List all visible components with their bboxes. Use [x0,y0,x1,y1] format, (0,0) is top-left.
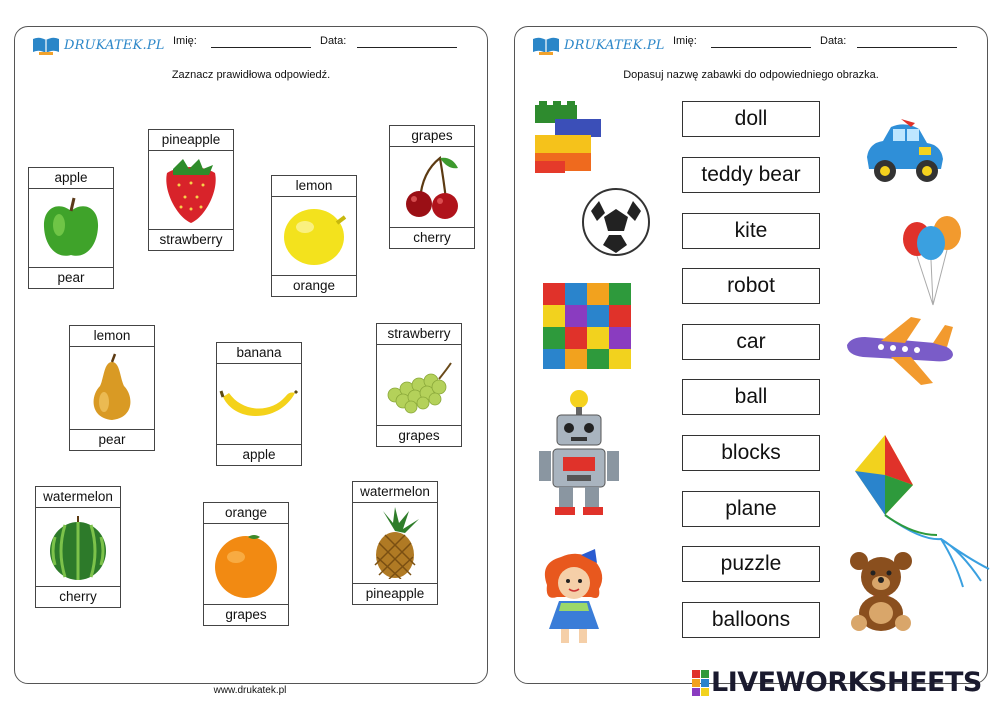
puzzle-icon[interactable] [541,279,635,371]
answer-option-top[interactable]: apple [29,168,113,189]
word-box-puzzle[interactable]: puzzle [682,546,820,582]
book-icon [531,35,561,55]
answer-option-top[interactable]: lemon [272,176,356,197]
answer-option-bottom[interactable]: strawberry [149,229,233,250]
answer-option-bottom[interactable]: pear [70,429,154,450]
fruit-card [69,325,155,451]
fruit-card [28,167,114,289]
green-apple-icon [39,195,103,261]
watermelon-icon [47,513,109,581]
answer-option-bottom[interactable]: orange [272,275,356,296]
instruction-text: Zaznacz prawidłowa odpowiedź. [171,69,331,81]
robot-icon[interactable] [535,387,623,517]
drukatek-logo [531,35,665,55]
answer-option-top[interactable]: grapes [390,126,474,147]
pear-icon [82,352,142,424]
word-box-car[interactable]: car [682,324,820,360]
blocks-icon[interactable] [533,101,605,177]
watermark-text: LIVEWORKSHEETS [711,667,982,698]
date-label: Data: [320,35,347,47]
toys-worksheet [514,26,988,684]
fruit-card [352,481,438,605]
word-box-blocks[interactable]: blocks [682,435,820,471]
brand-name: DRUKATEK.PL [564,37,665,53]
name-label: Imię: [173,35,197,47]
name-label: Imię: [673,35,697,47]
answer-option-top[interactable]: pineapple [149,130,233,151]
answer-option-top[interactable]: watermelon [36,487,120,508]
word-box-doll[interactable]: doll [682,101,820,137]
doll-icon[interactable] [539,549,609,649]
date-label: Data: [820,35,847,47]
word-box-teddy-bear[interactable]: teddy bear [682,157,820,193]
word-box-ball[interactable]: ball [682,379,820,415]
grapes-icon [381,355,457,415]
toy-car-icon[interactable] [861,117,947,187]
fruit-card [216,342,302,466]
liveworksheets-watermark [692,667,982,698]
word-box-plane[interactable]: plane [682,491,820,527]
pineapple-icon [365,507,425,579]
drukatek-logo [31,35,165,55]
answer-option-bottom[interactable]: cherry [390,227,474,248]
answer-option-top[interactable]: strawberry [377,324,461,345]
date-field[interactable] [357,47,457,48]
answer-option-bottom[interactable]: pear [29,267,113,288]
fruit-card [271,175,357,297]
plane-icon[interactable] [841,313,957,387]
strawberry-icon [159,155,223,225]
instruction-text: Dopasuj nazwę zabawki do odpowiedniego obrazka. [623,69,879,81]
footer-url: www.drukatek.pl [213,685,287,696]
answer-option-top[interactable]: watermelon [353,482,437,503]
teddy-bear-icon[interactable] [845,551,917,633]
word-box-robot[interactable]: robot [682,268,820,304]
fruit-card [148,129,234,251]
answer-option-top[interactable]: orange [204,503,288,524]
answer-option-bottom[interactable]: grapes [377,425,461,446]
lemon-icon [279,203,349,269]
balloons-icon[interactable] [897,211,967,307]
answer-option-bottom[interactable]: grapes [204,604,288,625]
book-icon [31,35,61,55]
date-field[interactable] [857,47,957,48]
fruit-card [35,486,121,608]
liveworksheets-logo-icon [692,670,709,696]
answer-option-top[interactable]: banana [217,343,301,364]
fruit-card [389,125,475,249]
cherry-icon [400,152,464,222]
brand-name: DRUKATEK.PL [64,37,165,53]
name-field[interactable] [211,47,311,48]
name-field[interactable] [711,47,811,48]
answer-option-bottom[interactable]: cherry [36,586,120,607]
orange-icon [210,529,282,599]
answer-option-bottom[interactable]: apple [217,444,301,465]
fruit-worksheet [14,26,488,684]
banana-icon [219,379,299,429]
fruit-card [203,502,289,626]
fruit-card [376,323,462,447]
word-box-balloons[interactable]: balloons [682,602,820,638]
answer-option-top[interactable]: lemon [70,326,154,347]
answer-option-bottom[interactable]: pineapple [353,583,437,604]
word-box-kite[interactable]: kite [682,213,820,249]
soccer-ball-icon[interactable] [581,187,651,257]
